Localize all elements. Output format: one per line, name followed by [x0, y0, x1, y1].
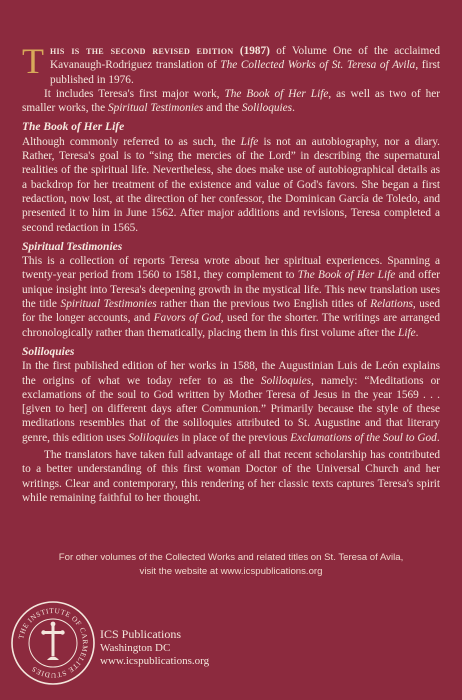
section-body-testimonies: This is a collection of reports Teresa wrote about her spiritual experiences. Spanning a twenty-year period from 1560 to 1581, they complement to The Book of Her Life and offer unique insight into Teresa's deepening growth in the mystical life. This new translation uses the title Spiritual Testimonies rather than the previous two English titles of Relations, used for the longer accounts, and Favors of God, used for the shorter. The writings are arranged chronologically rather than thematically, placing them in this first volume after the Life. [22, 255, 440, 339]
publisher-name: ICS Publications [100, 627, 182, 641]
section-body-soliloquies: In the first published edition of her works in 1588, the Augustinian Luis de León explains the origins of what we today refer to as the Soliloquies, namely: “Meditations or exclamations of the soul to God written by Mother Teresa of Jesus in the year 1569 . . . [given to her] on different days after Communion.” Primarily because the style of these meditations resembles that of the soliloquies attributed to St. Augustine and that literary genre, this edition uses Soliloquies in place of the previous Exclamations of the Soul to God. [22, 360, 440, 444]
intro-paragraph: This is the second revised edition (1987) of Volume One of the acclaimed Kavanaugh-Rodriguez translation of The Collected Works of St. Teresa of Avila, first published in 1976. [22, 41, 440, 86]
section-body-life: Although commonly referred to as such, the Life is not an autobiography, nor a diary. Rather, Teresa's goal is to “sing the mercies of the Lord” in describing the supernatural realities of the spiritual life. Nevertheless, she does make use of autobiographical details as a backdrop for her treatment of the existence and value of God's favors. She began a first redaction, now lost, at the direction of her confessor, the Dominican García de Toledo, and presented it to him in June 1562. After major additions and revisions, Teresa completed a second redaction in 1565. [22, 135, 440, 234]
website-note [0, 551, 462, 579]
section-heading-testimonies: Spiritual Testimonies [22, 240, 123, 253]
website-note-line1: For other volumes of the Collected Works and related titles on St. Teresa of Avila, [58, 552, 404, 563]
website-note-line2: visit the website at www.icspublications.org [139, 566, 323, 577]
edition-year: (1987) [233, 45, 270, 57]
collected-works-title: The Collected Works of St. Teresa of Avila [220, 59, 416, 72]
contents-paragraph: It includes Teresa's first major work, The Book of Her Life, as well as two of her smaller works, the Spiritual Testimonies and the Soliloquies. [22, 87, 441, 115]
publisher-city: Washington DC [100, 641, 171, 654]
institute-seal-logo [10, 600, 96, 686]
section-heading-soliloquies: Soliloquies [22, 345, 75, 358]
cross-icon [41, 622, 64, 660]
intro-lead: his is the second revised edition [50, 45, 234, 57]
publisher-url: www.icspublications.org [100, 655, 210, 667]
svg-text:THE INSTITUTE OF CARMELITE STU: THE INSTITUTE OF CARMELITE STUDIES [17, 606, 90, 680]
publisher-info [100, 628, 209, 669]
description-text [22, 41, 441, 505]
drop-cap: T [22, 41, 44, 81]
closing-paragraph: The translators have taken full advantage of all that recent scholarship has contributed to a better understanding of this first woman Doctor of the Universal Church and her writings. Clear and contemporary, this rendering of her classic texts captures Teresa's spirit while remaining faithful to her thought. [22, 449, 440, 504]
section-heading-life: The Book of Her Life [22, 121, 125, 134]
